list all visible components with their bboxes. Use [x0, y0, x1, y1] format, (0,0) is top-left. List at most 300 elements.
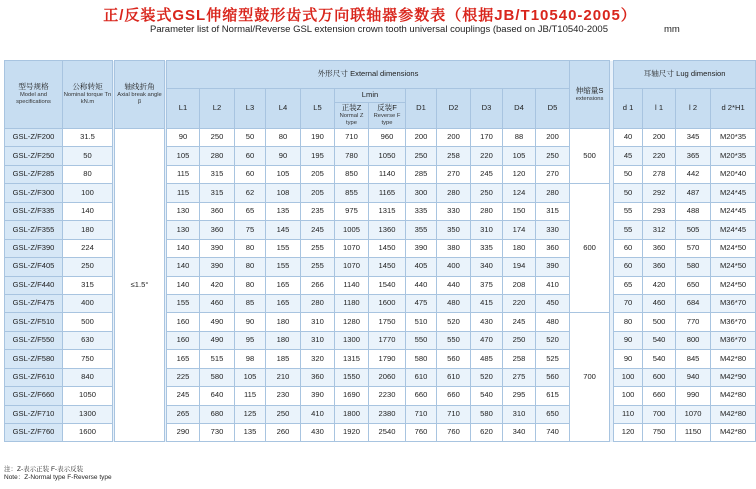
- cell-l3: 90: [235, 313, 266, 331]
- cell-d4: 258: [503, 350, 536, 368]
- cell-l1: 200: [643, 129, 676, 147]
- cell-l1: 115: [167, 165, 200, 183]
- cell-model: GSL-Z/F200: [5, 129, 63, 147]
- cell-l4: 165: [266, 294, 301, 312]
- cell-d3: 375: [471, 276, 503, 294]
- cell-l3: 62: [235, 184, 266, 202]
- cell-l3: 85: [235, 294, 266, 312]
- cell-extension: 600: [570, 184, 610, 313]
- cell-d4: 250: [503, 331, 536, 349]
- cell-l4: 145: [266, 221, 301, 239]
- cell-l2: 487: [676, 184, 711, 202]
- cell-d2h1: M36*70: [711, 294, 756, 312]
- cell-l2: 570: [676, 239, 711, 257]
- cell-torque: 250: [63, 258, 113, 276]
- cell-z: 1140: [335, 276, 369, 294]
- cell-d3: 540: [471, 387, 503, 405]
- header-angle: 轴线折角 Axial break angle β: [115, 61, 165, 129]
- cell-l1: 290: [167, 424, 200, 442]
- cell-z: 855: [335, 184, 369, 202]
- cell-d1: 90: [614, 350, 643, 368]
- cell-f: 2060: [369, 368, 406, 386]
- cell-z: 975: [335, 202, 369, 220]
- header-torque: 公称转矩 Nominal torque Tn kN.m: [63, 61, 113, 129]
- cell-l5: 430: [301, 424, 335, 442]
- cell-d4: 150: [503, 202, 536, 220]
- cell-l5: 360: [301, 368, 335, 386]
- cell-d1: 440: [406, 276, 437, 294]
- cell-l3: 98: [235, 350, 266, 368]
- cell-d3: 335: [471, 239, 503, 257]
- cell-d1: 390: [406, 239, 437, 257]
- cell-l3: 65: [235, 202, 266, 220]
- cell-l3: 80: [235, 276, 266, 294]
- cell-l1: 540: [643, 331, 676, 349]
- cell-f: 1600: [369, 294, 406, 312]
- cell-d2h1: M42*80: [711, 350, 756, 368]
- cell-l5: 320: [301, 350, 335, 368]
- cell-d1: 40: [614, 129, 643, 147]
- cell-l5: 190: [301, 129, 335, 147]
- cell-d2: 380: [437, 239, 471, 257]
- cell-l2: 250: [200, 129, 235, 147]
- cell-torque: 630: [63, 331, 113, 349]
- cell-d4: 194: [503, 258, 536, 276]
- header-extension: 伸缩量S extensions: [570, 61, 610, 129]
- cell-d2h1: M42*80: [711, 387, 756, 405]
- cell-l3: 125: [235, 405, 266, 423]
- cell-d1: 45: [614, 147, 643, 165]
- cell-l2: 730: [200, 424, 235, 442]
- cell-l4: 135: [266, 202, 301, 220]
- cell-d2: 610: [437, 368, 471, 386]
- cell-torque: 100: [63, 184, 113, 202]
- header-D5: D5: [536, 89, 570, 129]
- cell-d1: 355: [406, 221, 437, 239]
- header-l2: l 2: [676, 89, 711, 129]
- cell-d3: 170: [471, 129, 503, 147]
- cell-l1: 140: [167, 276, 200, 294]
- cell-d2h1: M24*45: [711, 202, 756, 220]
- cell-l2: 940: [676, 368, 711, 386]
- cell-l1: 90: [167, 129, 200, 147]
- cell-z: 850: [335, 165, 369, 183]
- cell-l1: 245: [167, 387, 200, 405]
- cell-l5: 245: [301, 221, 335, 239]
- cell-d2: 330: [437, 202, 471, 220]
- cell-torque: 1300: [63, 405, 113, 423]
- cell-model: GSL-Z/F610: [5, 368, 63, 386]
- cell-z: 1280: [335, 313, 369, 331]
- cell-extension: 500: [570, 129, 610, 184]
- cell-l5: 280: [301, 294, 335, 312]
- cell-d5: 200: [536, 129, 570, 147]
- cell-d1: 710: [406, 405, 437, 423]
- cell-d5: 650: [536, 405, 570, 423]
- cell-f: 2380: [369, 405, 406, 423]
- cell-l1: 115: [167, 184, 200, 202]
- cell-model: GSL-Z/F355: [5, 221, 63, 239]
- cell-l2: 990: [676, 387, 711, 405]
- cell-l3: 60: [235, 165, 266, 183]
- cell-d1: 475: [406, 294, 437, 312]
- cell-d3: 250: [471, 184, 503, 202]
- cell-l2: 680: [200, 405, 235, 423]
- table-body: [5, 129, 756, 442]
- cell-d4: 88: [503, 129, 536, 147]
- cell-l4: 105: [266, 165, 301, 183]
- cell-angle: ≤1.5°: [115, 129, 165, 442]
- cell-d4: 275: [503, 368, 536, 386]
- cell-model: GSL-Z/F510: [5, 313, 63, 331]
- cell-f: 2540: [369, 424, 406, 442]
- cell-l3: 60: [235, 147, 266, 165]
- cell-d1: 60: [614, 239, 643, 257]
- cell-l4: 155: [266, 239, 301, 257]
- cell-d5: 480: [536, 313, 570, 331]
- cell-l1: 220: [643, 147, 676, 165]
- cell-d2: 710: [437, 405, 471, 423]
- cell-l1: 312: [643, 221, 676, 239]
- cell-l3: 80: [235, 239, 266, 257]
- cell-d1: 660: [406, 387, 437, 405]
- header-D2: D2: [437, 89, 471, 129]
- cell-model: GSL-Z/F440: [5, 276, 63, 294]
- cell-d1: 50: [614, 165, 643, 183]
- cell-d4: 220: [503, 294, 536, 312]
- cell-l1: 750: [643, 424, 676, 442]
- cell-l2: 684: [676, 294, 711, 312]
- cell-l4: 165: [266, 276, 301, 294]
- cell-l3: 50: [235, 129, 266, 147]
- cell-l1: 165: [167, 350, 200, 368]
- footnotes: [4, 466, 112, 483]
- cell-d1: 55: [614, 202, 643, 220]
- cell-d5: 560: [536, 368, 570, 386]
- cell-d2: 440: [437, 276, 471, 294]
- cell-z: 710: [335, 129, 369, 147]
- cell-d1: 80: [614, 313, 643, 331]
- cell-l1: 660: [643, 387, 676, 405]
- cell-f: 1165: [369, 184, 406, 202]
- cell-d2: 760: [437, 424, 471, 442]
- cell-d1: 120: [614, 424, 643, 442]
- cell-d2h1: M20*35: [711, 147, 756, 165]
- cell-d1: 285: [406, 165, 437, 183]
- cell-l2: 800: [676, 331, 711, 349]
- cell-f: 1140: [369, 165, 406, 183]
- header-lug-dimensions: 耳轴尺寸 Lug dimension: [614, 61, 756, 89]
- header-external-dimensions: 外形尺寸 External dimensions: [167, 61, 570, 89]
- cell-l5: 410: [301, 405, 335, 423]
- table-row: [5, 129, 756, 147]
- cell-z: 1315: [335, 350, 369, 368]
- cell-f: 1540: [369, 276, 406, 294]
- cell-l5: 255: [301, 258, 335, 276]
- cell-d2h1: M42*80: [711, 405, 756, 423]
- cell-l1: 500: [643, 313, 676, 331]
- cell-l2: 490: [200, 313, 235, 331]
- cell-l1: 105: [167, 147, 200, 165]
- cell-l2: 770: [676, 313, 711, 331]
- cell-d2h1: M24*50: [711, 239, 756, 257]
- cell-d1: 550: [406, 331, 437, 349]
- cell-d2h1: M36*70: [711, 313, 756, 331]
- cell-d2: 520: [437, 313, 471, 331]
- cell-d1: 70: [614, 294, 643, 312]
- cell-l4: 250: [266, 405, 301, 423]
- cell-l1: 700: [643, 405, 676, 423]
- cell-d4: 310: [503, 405, 536, 423]
- cell-d2: 550: [437, 331, 471, 349]
- cell-d2h1: M36*70: [711, 331, 756, 349]
- cell-d4: 174: [503, 221, 536, 239]
- header-lmin: Lmin: [335, 89, 406, 103]
- cell-z: 1690: [335, 387, 369, 405]
- cell-d2: 270: [437, 165, 471, 183]
- cell-d2: 400: [437, 258, 471, 276]
- cell-d3: 310: [471, 221, 503, 239]
- cell-l2: 420: [200, 276, 235, 294]
- cell-d5: 390: [536, 258, 570, 276]
- cell-l2: 442: [676, 165, 711, 183]
- cell-torque: 224: [63, 239, 113, 257]
- cell-d5: 615: [536, 387, 570, 405]
- cell-l1: 130: [167, 221, 200, 239]
- cell-model: GSL-Z/F335: [5, 202, 63, 220]
- cell-d2h1: M20*40: [711, 165, 756, 183]
- cell-model: GSL-Z/F390: [5, 239, 63, 257]
- cell-d4: 295: [503, 387, 536, 405]
- header-D4: D4: [503, 89, 536, 129]
- cell-f: 1750: [369, 313, 406, 331]
- cell-d3: 280: [471, 202, 503, 220]
- cell-l4: 180: [266, 331, 301, 349]
- cell-l1: 160: [167, 313, 200, 331]
- cell-l1: 360: [643, 239, 676, 257]
- cell-torque: 840: [63, 368, 113, 386]
- cell-z: 1800: [335, 405, 369, 423]
- cell-model: GSL-Z/F300: [5, 184, 63, 202]
- cell-d1: 60: [614, 258, 643, 276]
- cell-l1: 225: [167, 368, 200, 386]
- cell-f: 1360: [369, 221, 406, 239]
- cell-z: 1920: [335, 424, 369, 442]
- header-d1: d 1: [614, 89, 643, 129]
- cell-l2: 390: [200, 258, 235, 276]
- cell-l1: 420: [643, 276, 676, 294]
- header-lmin-f: 反装F Reverse F type: [369, 103, 406, 129]
- cell-torque: 140: [63, 202, 113, 220]
- cell-model: GSL-Z/F710: [5, 405, 63, 423]
- cell-l4: 80: [266, 129, 301, 147]
- page-title: 正/反装式GSL伸缩型鼓形齿式万向联轴器参数表（根据JB/T10540-2005）: [103, 7, 637, 24]
- cell-l1: 140: [167, 239, 200, 257]
- header-model: 型号规格 Model and specifications: [5, 61, 63, 129]
- cell-torque: 315: [63, 276, 113, 294]
- cell-l4: 210: [266, 368, 301, 386]
- cell-d3: 620: [471, 424, 503, 442]
- cell-l1: 130: [167, 202, 200, 220]
- cell-model: GSL-Z/F760: [5, 424, 63, 442]
- cell-l5: 195: [301, 147, 335, 165]
- cell-model: GSL-Z/F580: [5, 350, 63, 368]
- cell-l1: 278: [643, 165, 676, 183]
- cell-l2: 360: [200, 202, 235, 220]
- cell-l2: 345: [676, 129, 711, 147]
- cell-d1: 200: [406, 129, 437, 147]
- cell-d5: 330: [536, 221, 570, 239]
- cell-l1: 360: [643, 258, 676, 276]
- note-cn: 注：Z-表示正装 F-表示反装: [4, 466, 84, 473]
- cell-f: 960: [369, 129, 406, 147]
- cell-d5: 315: [536, 202, 570, 220]
- cell-l2: 315: [200, 165, 235, 183]
- cell-f: 1450: [369, 239, 406, 257]
- cell-d1: 250: [406, 147, 437, 165]
- cell-l5: 266: [301, 276, 335, 294]
- cell-model: GSL-Z/F405: [5, 258, 63, 276]
- cell-l2: 580: [676, 258, 711, 276]
- cell-l2: 580: [200, 368, 235, 386]
- cell-torque: 180: [63, 221, 113, 239]
- cell-d1: 510: [406, 313, 437, 331]
- cell-l2: 488: [676, 202, 711, 220]
- cell-l2: 1070: [676, 405, 711, 423]
- cell-d5: 450: [536, 294, 570, 312]
- cell-d2: 280: [437, 184, 471, 202]
- header-d2h1: d 2*H1: [711, 89, 756, 129]
- cell-torque: 1050: [63, 387, 113, 405]
- cell-l5: 205: [301, 184, 335, 202]
- cell-l4: 260: [266, 424, 301, 442]
- cell-torque: 50: [63, 147, 113, 165]
- cell-d5: 360: [536, 239, 570, 257]
- header-D1: D1: [406, 89, 437, 129]
- cell-torque: 750: [63, 350, 113, 368]
- cell-l2: 490: [200, 331, 235, 349]
- cell-d3: 580: [471, 405, 503, 423]
- cell-l1: 293: [643, 202, 676, 220]
- cell-l1: 460: [643, 294, 676, 312]
- cell-d2: 350: [437, 221, 471, 239]
- cell-l5: 255: [301, 239, 335, 257]
- cell-l2: 650: [676, 276, 711, 294]
- cell-d1: 610: [406, 368, 437, 386]
- cell-model: GSL-Z/F475: [5, 294, 63, 312]
- cell-z: 1180: [335, 294, 369, 312]
- cell-l3: 80: [235, 258, 266, 276]
- cell-d5: 525: [536, 350, 570, 368]
- cell-d1: 300: [406, 184, 437, 202]
- cell-torque: 31.5: [63, 129, 113, 147]
- header-L1: L1: [167, 89, 200, 129]
- cell-l2: 315: [200, 184, 235, 202]
- cell-l2: 505: [676, 221, 711, 239]
- cell-d2h1: M24*45: [711, 221, 756, 239]
- cell-extension: 700: [570, 313, 610, 442]
- cell-z: 1550: [335, 368, 369, 386]
- cell-d5: 270: [536, 165, 570, 183]
- cell-l3: 135: [235, 424, 266, 442]
- cell-d2h1: M24*45: [711, 184, 756, 202]
- cell-d2: 660: [437, 387, 471, 405]
- cell-l4: 180: [266, 313, 301, 331]
- cell-l5: 235: [301, 202, 335, 220]
- cell-l5: 310: [301, 313, 335, 331]
- cell-l5: 205: [301, 165, 335, 183]
- cell-l2: 390: [200, 239, 235, 257]
- header-lmin-z: 正装Z Normal Z type: [335, 103, 369, 129]
- header-L4: L4: [266, 89, 301, 129]
- cell-d3: 245: [471, 165, 503, 183]
- cell-d5: 740: [536, 424, 570, 442]
- header-L2: L2: [200, 89, 235, 129]
- cell-model: GSL-Z/F285: [5, 165, 63, 183]
- cell-d1: 55: [614, 221, 643, 239]
- cell-d4: 208: [503, 276, 536, 294]
- cell-f: 1315: [369, 202, 406, 220]
- cell-d2h1: M20*35: [711, 129, 756, 147]
- page-subtitle: Parameter list of Normal/Reverse GSL extension crown tooth universal couplings (based on JB/T10540-2005: [150, 24, 608, 35]
- cell-l1: 540: [643, 350, 676, 368]
- cell-model: GSL-Z/F550: [5, 331, 63, 349]
- cell-z: 780: [335, 147, 369, 165]
- cell-torque: 1600: [63, 424, 113, 442]
- cell-d2: 258: [437, 147, 471, 165]
- cell-l1: 600: [643, 368, 676, 386]
- cell-d3: 485: [471, 350, 503, 368]
- header-L5: L5: [301, 89, 335, 129]
- cell-d4: 120: [503, 165, 536, 183]
- cell-l1: 292: [643, 184, 676, 202]
- cell-f: 1050: [369, 147, 406, 165]
- cell-d4: 340: [503, 424, 536, 442]
- cell-d1: 760: [406, 424, 437, 442]
- cell-z: 1070: [335, 239, 369, 257]
- cell-l2: 1150: [676, 424, 711, 442]
- cell-z: 1070: [335, 258, 369, 276]
- cell-l4: 90: [266, 147, 301, 165]
- cell-l3: 115: [235, 387, 266, 405]
- cell-f: 1790: [369, 350, 406, 368]
- cell-d2h1: M24*50: [711, 276, 756, 294]
- parameter-table: [4, 60, 756, 442]
- note-en: Note：Z-Normal type F-Reverse type: [4, 474, 112, 482]
- cell-f: 1450: [369, 258, 406, 276]
- cell-d1: 100: [614, 387, 643, 405]
- cell-d5: 410: [536, 276, 570, 294]
- unit-label: mm: [664, 24, 680, 35]
- cell-d5: 280: [536, 184, 570, 202]
- cell-l2: 365: [676, 147, 711, 165]
- cell-torque: 400: [63, 294, 113, 312]
- header-L3: L3: [235, 89, 266, 129]
- cell-z: 1005: [335, 221, 369, 239]
- header-l1: l 1: [643, 89, 676, 129]
- cell-l4: 155: [266, 258, 301, 276]
- cell-l4: 185: [266, 350, 301, 368]
- cell-d3: 340: [471, 258, 503, 276]
- cell-d3: 520: [471, 368, 503, 386]
- cell-l4: 108: [266, 184, 301, 202]
- cell-l2: 515: [200, 350, 235, 368]
- cell-l2: 280: [200, 147, 235, 165]
- cell-d3: 415: [471, 294, 503, 312]
- cell-d2: 560: [437, 350, 471, 368]
- cell-d2h1: M42*90: [711, 368, 756, 386]
- cell-l1: 155: [167, 294, 200, 312]
